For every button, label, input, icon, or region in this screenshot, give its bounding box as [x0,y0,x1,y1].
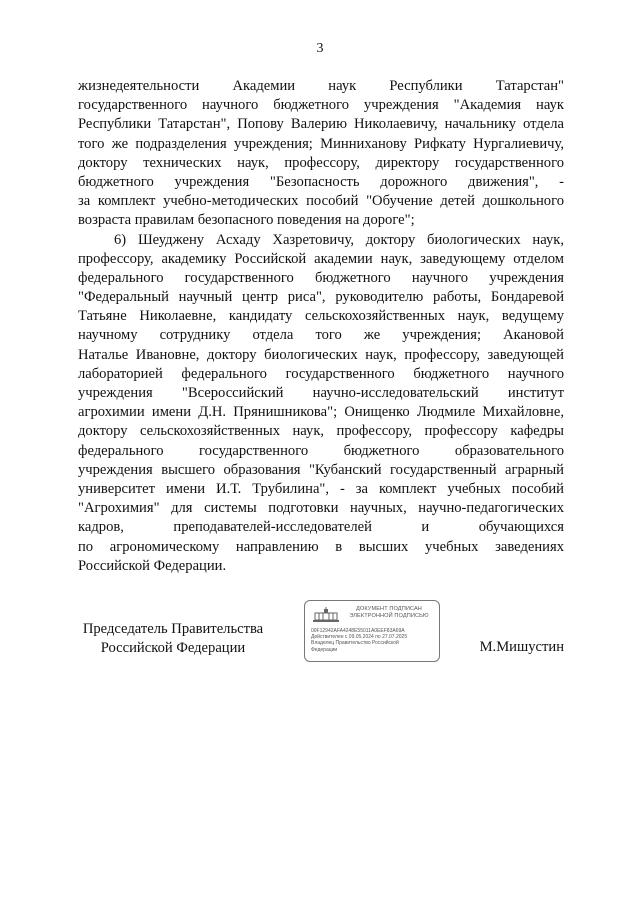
text-line: возраста правилам безопасного поведения на дороге"; [78,212,415,229]
stamp-certificate: 00F12942AFA4248E55011A0EEF83A69A [311,628,405,634]
text-line: государственного научного бюджетного учреждения "Академия наук [78,97,564,114]
text-line: научному сотруднику отдела того же учреждения; Акановой [78,327,564,344]
page-number: 3 [316,41,324,56]
document-body [78,77,564,576]
text-line: жизнедеятельности Академии наук Республики Татарстан" [78,78,564,94]
text-line: того же подразделения учреждения; Минниханову Рифкату Нургалиевичу, [78,135,564,152]
stamp-heading-line: ДОКУМЕНТ ПОДПИСАН [356,606,422,612]
text-line: университет имени И.Т. Трубилина", - за комплект учебных пособий [78,480,564,497]
signer-title-line: Российской Федерации [100,640,246,657]
text-line: кадров, преподавателей-исследователей и обучающихся [78,519,564,536]
text-line: агрохимии имени Д.Н. Прянишникова"; Онищенко Людмиле Михайловне, [78,404,564,421]
signer-title [78,620,268,658]
stamp-heading [343,606,435,620]
text-line: Татьяне Николаевне, кандидату сельскохозяйственных наук, ведущему [78,308,564,325]
text-line: Республики Татарстан", Попову Валерию Николаевичу, начальнику отдела [78,116,564,133]
text-line: "Агрохимия" для системы подготовки научных, научно-педагогических [78,500,564,517]
stamp-owner: Владелец Правительство Российской [311,640,399,647]
text-line: 6) Шеуджену Асхаду Хазретовичу, доктору биологических наук, [114,231,564,248]
text-line: доктору технических наук, профессору, директору государственного [78,154,564,171]
text-line: профессору, академику Российской академии наук, заведующему отделом [78,250,564,267]
stamp-details [311,628,435,653]
signer-title-line: Председатель Правительства [82,621,264,637]
stamp-validity: Действителен с 09.05.2024 по 27.07.2025 [311,634,408,641]
text-line: за комплект учебно-методических пособий "Обучение детей дошкольного [78,193,564,210]
stamp-heading-line: ЭЛЕКТРОННОЙ ПОДПИСЬЮ [349,613,429,619]
text-line: федерального государственного бюджетного образовательного [78,442,564,459]
signer-name: М.Мишустин [479,639,564,655]
stamp-owner: Федерации [311,646,338,653]
text-line: учреждения высшего образования "Кубанский государственный аграрный [78,461,564,478]
text-line: доктору сельскохозяйственных наук, профессору, профессору кафедры [78,423,564,440]
text-line: федерального государственного бюджетного научного учреждения [78,269,564,286]
electronic-signature-stamp [304,600,440,662]
paragraph-item-6 [78,231,564,576]
text-line: по агрономическому направлению в высших учебных заведениях [78,538,564,555]
paragraph-continuation [78,77,564,231]
signature-block [0,600,640,670]
text-line: Российской Федерации. [78,557,227,574]
text-line: "Федеральный научный центр риса", руководителю работы, Бондаревой [78,289,564,306]
government-building-icon [312,607,340,623]
text-line: Наталье Ивановне, доктору биологических наук, профессору, заведующей [78,346,564,363]
text-line: лабораторией федерального государственного бюджетного научного [78,365,564,382]
text-line: учреждения "Всероссийский научно-исследовательский институт [78,385,564,401]
text-line: бюджетного учреждения "Безопасность дорожного движения", - [78,173,564,190]
